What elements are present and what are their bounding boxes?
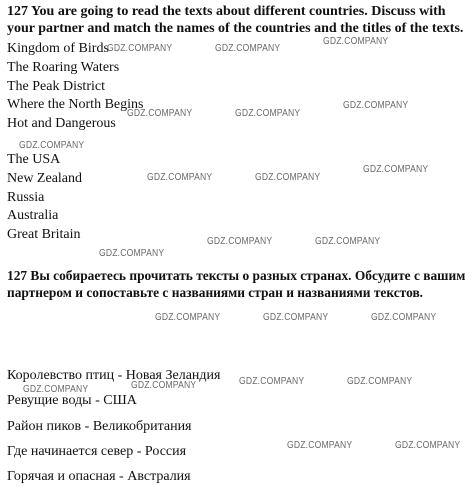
watermark: GDZ.COMPANY	[255, 172, 321, 183]
watermark: GDZ.COMPANY	[395, 440, 461, 451]
title-list-item: The Peak District	[7, 79, 105, 94]
country-list-item: Russia	[7, 190, 45, 205]
title-list-item: Kingdom of Birds	[7, 41, 109, 56]
country-list-item: Great Britain	[7, 227, 81, 242]
watermark: GDZ.COMPANY	[347, 376, 413, 387]
country-list-item: The USA	[7, 152, 61, 167]
answer-list-item: Королевство птиц - Новая Зеландия	[7, 368, 221, 383]
exercise-heading-english: 127 You are going to read the texts about different countries. Discuss with your partner and match the names of the countries and the titles of the texts.	[7, 4, 464, 36]
watermark: GDZ.COMPANY	[287, 440, 353, 451]
watermark: GDZ.COMPANY	[239, 376, 305, 387]
watermark: GDZ.COMPANY	[107, 43, 173, 54]
watermark: GDZ.COMPANY	[131, 380, 197, 391]
title-list-item: Where the North Begins	[7, 97, 144, 112]
answer-list-item: Ревущие воды - США	[7, 393, 137, 408]
watermark: GDZ.COMPANY	[147, 172, 213, 183]
watermark: GDZ.COMPANY	[323, 36, 389, 47]
title-list-item: The Roaring Waters	[7, 60, 120, 75]
watermark: GDZ.COMPANY	[155, 312, 221, 323]
watermark: GDZ.COMPANY	[127, 108, 193, 119]
answer-list-item: Где начинается север - Россия	[7, 444, 187, 459]
country-list-item: New Zealand	[7, 171, 83, 186]
watermark: GDZ.COMPANY	[207, 236, 273, 247]
answer-list-item: Горячая и опасная - Австралия	[7, 469, 191, 484]
watermark: GDZ.COMPANY	[343, 100, 409, 111]
watermark: GDZ.COMPANY	[99, 248, 165, 259]
country-list-item: Australia	[7, 208, 59, 223]
watermark: GDZ.COMPANY	[315, 236, 381, 247]
watermark: GDZ.COMPANY	[363, 164, 429, 175]
answer-list-item: Район пиков - Великобритания	[7, 419, 192, 434]
exercise-heading-russian: 127 Вы собираетесь прочитать тексты о разных странах. Обсудите с вашим партнером и сопоставьте с названиями стран и названиями текстов.	[7, 268, 466, 300]
watermark: GDZ.COMPANY	[215, 43, 281, 54]
watermark: GDZ.COMPANY	[263, 312, 329, 323]
watermark: GDZ.COMPANY	[23, 384, 89, 395]
watermark: GDZ.COMPANY	[371, 312, 437, 323]
watermark: GDZ.COMPANY	[19, 140, 85, 151]
title-list-item: Hot and Dangerous	[7, 116, 116, 131]
watermark: GDZ.COMPANY	[235, 108, 301, 119]
